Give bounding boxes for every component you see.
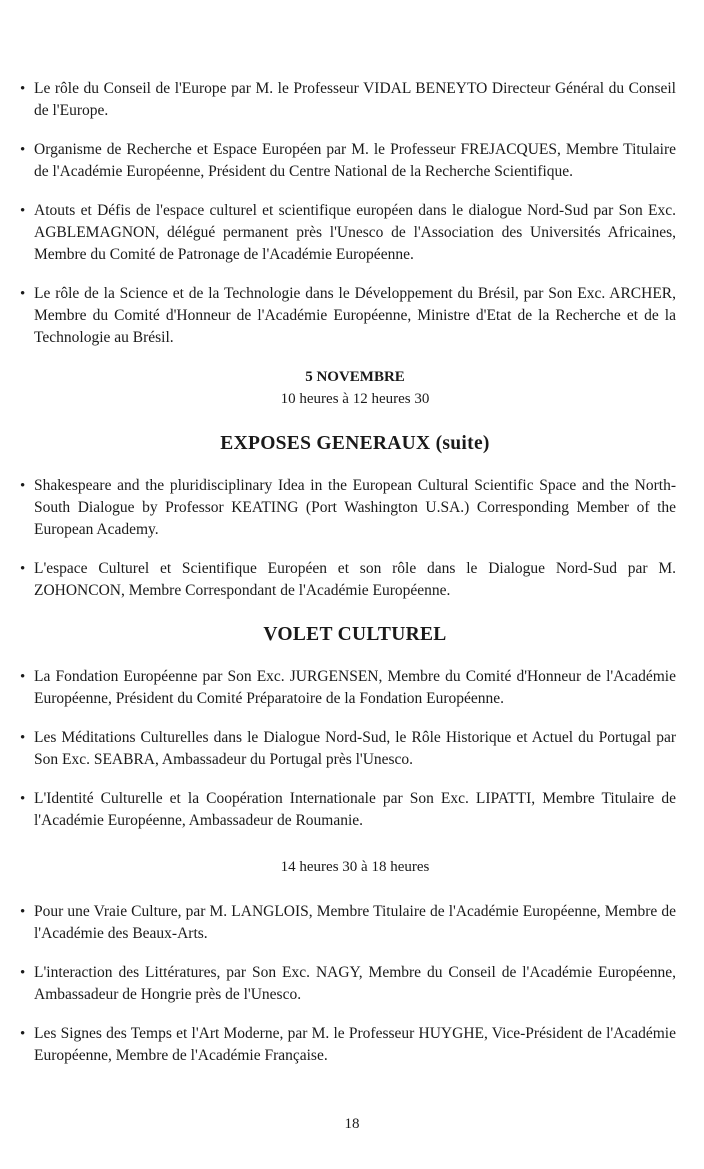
list-item-text: L'interaction des Littératures, par Son Exc. NAGY, Membre du Conseil de l'Académie Européenne, Ambassadeur de Hongrie près de l'Unesco. (34, 964, 676, 1003)
list-item-text: Pour une Vraie Culture, par M. LANGLOIS, Membre Titulaire de l'Académie Européenne, Membre de l'Académie des Beaux-Arts. (34, 903, 676, 942)
heading-volet-culturel: VOLET CULTUREL (263, 624, 447, 645)
list-item (20, 139, 676, 183)
list-block-volet (20, 666, 676, 832)
bullet-icon: • (20, 81, 26, 97)
list-block-exposes (20, 475, 676, 602)
bullet-icon: • (20, 478, 26, 494)
list-item (20, 200, 676, 266)
bullet-icon: • (20, 203, 26, 219)
list-item-text: L'Identité Culturelle et la Coopération Internationale par Son Exc. LIPATTI, Membre Titulaire de l'Académie Européenne, Ambassadeur de Roumanie. (34, 790, 676, 829)
list-item (20, 475, 676, 541)
list-item (20, 78, 676, 122)
heading-exposes-generaux: EXPOSES GENERAUX (suite) (220, 433, 490, 454)
bullet-icon: • (20, 965, 26, 981)
bullet-icon: • (20, 1026, 26, 1042)
bullet-icon: • (20, 904, 26, 920)
page-number: 18 (344, 1116, 360, 1132)
bullet-icon: • (20, 561, 26, 577)
session-date: 5 NOVEMBRE (305, 369, 405, 385)
list-block-1 (20, 78, 676, 349)
list-item-text: Les Signes des Temps et l'Art Moderne, par M. le Professeur HUYGHE, Vice-Président de l'Académie Européenne, Membre de l'Académie Française. (34, 1025, 676, 1064)
bullet-icon: • (20, 669, 26, 685)
bullet-icon: • (20, 791, 26, 807)
list-item-text: Les Méditations Culturelles dans le Dialogue Nord-Sud, le Rôle Historique et Actuel du Portugal par Son Exc. SEABRA, Ambassadeur du Portugal près l'Unesco. (34, 729, 676, 768)
list-item (20, 666, 676, 710)
list-item (20, 283, 676, 349)
list-item-text: Shakespeare and the pluridisciplinary Idea in the European Cultural Scientific Space and the North-South Dialogue by Professor KEATING (Port Washington U.SA.) Corresponding Member of the European Academy. (34, 477, 676, 538)
list-item-text: L'espace Culturel et Scientifique Européen et son rôle dans le Dialogue Nord-Sud par M. ZOHONCON, Membre Correspondant de l'Académie Européenne. (34, 560, 676, 599)
list-item (20, 1023, 676, 1067)
list-item-text: Organisme de Recherche et Espace Européen par M. le Professeur FREJACQUES, Membre Titulaire de l'Académie Européenne, Président du Centre National de la Recherche Scientifique. (34, 141, 676, 180)
list-item-text: Le rôle de la Science et de la Technologie dans le Développement du Brésil, par Son Exc. ARCHER, Membre du Comité d'Honneur de l'Académie Européenne, Ministre d'Etat de la Recherche et de la Technologie au Brésil. (34, 285, 676, 346)
list-item-text: Atouts et Défis de l'espace culturel et scientifique européen dans le dialogue Nord-Sud par Son Exc. AGBLEMAGNON, délégué permanent près l'Unesco de l'Association des Universités Africaines, Membre du Comité de Patronage de l'Académie Européenne. (34, 202, 676, 263)
afternoon-session-time: 14 heures 30 à 18 heures (280, 859, 430, 875)
list-item (20, 901, 676, 945)
list-item (20, 962, 676, 1006)
bullet-icon: • (20, 730, 26, 746)
bullet-icon: • (20, 286, 26, 302)
list-item (20, 727, 676, 771)
list-item (20, 788, 676, 832)
list-item-text: Le rôle du Conseil de l'Europe par M. le Professeur VIDAL BENEYTO Directeur Général du Conseil de l'Europe. (34, 80, 676, 119)
session-header (34, 366, 676, 410)
list-item (20, 558, 676, 602)
list-item-text: La Fondation Européenne par Son Exc. JURGENSEN, Membre du Comité d'Honneur de l'Académie Européenne, Président du Comité Préparatoire de la Fondation Européenne. (34, 668, 676, 707)
bullet-icon: • (20, 142, 26, 158)
session-time: 10 heures à 12 heures 30 (280, 391, 430, 407)
list-block-afternoon (20, 901, 676, 1067)
